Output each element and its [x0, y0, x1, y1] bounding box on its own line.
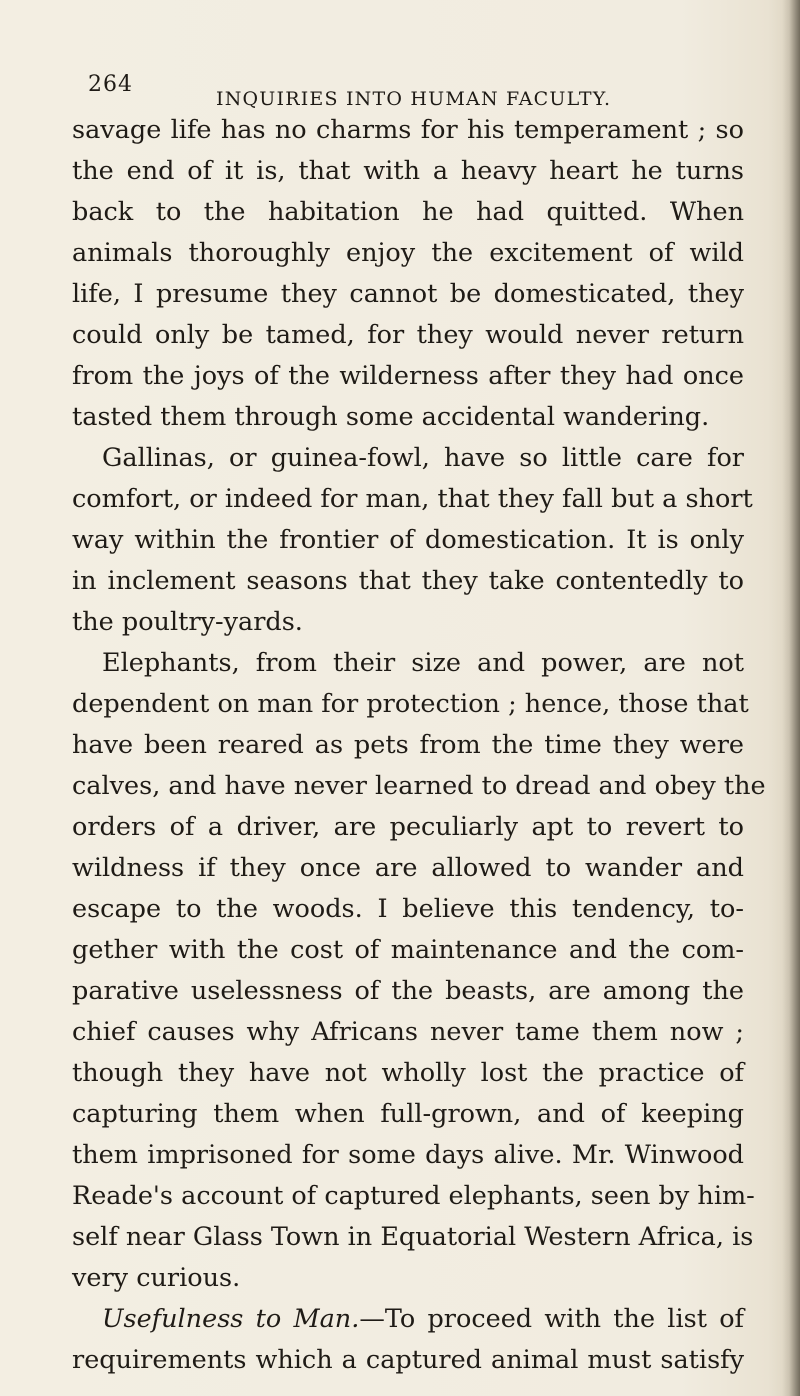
text-line: very curious. [72, 1263, 241, 1293]
text-line: Elephants, from their size and power, are not [102, 648, 744, 678]
running-head: INQUIRIES INTO HUMAN FACULTY. [216, 88, 612, 110]
text-line: self near Glass Town in Equatorial Western Africa, is [72, 1222, 754, 1252]
text-line: savage life has no charms for his temperament ; so [72, 115, 744, 145]
text-line: them imprisoned for some days alive. Mr. Winwood [72, 1140, 744, 1170]
text-line: way within the frontier of domestication. It is only [72, 525, 744, 555]
text-line: the end of it is, that with a heavy heart he turns [72, 156, 744, 186]
text-line: in inclement seasons that they take contentedly to [72, 566, 744, 596]
text-line: gether with the cost of maintenance and the com- [72, 935, 744, 965]
text-line: dependent on man for protection ; hence, those that [72, 689, 749, 719]
text-line: have been reared as pets from the time they were [72, 730, 744, 760]
text-line: comfort, or indeed for man, that they fall but a short [72, 484, 753, 514]
section-first-line [72, 1299, 744, 1340]
page-number: 264 [88, 72, 133, 97]
text-line: parative uselessness of the beasts, are among the [72, 976, 744, 1006]
text-line: animals thoroughly enjoy the excitement of wild [72, 238, 744, 268]
text-line: the poultry-yards. [72, 607, 303, 637]
text-line: Reade's account of captured elephants, seen by him- [72, 1181, 755, 1211]
section-first-line-text: —To proceed with the list of [359, 1304, 744, 1334]
text-line: tasted them through some accidental wandering. [72, 402, 710, 432]
section-heading: Usefulness to Man. [102, 1304, 360, 1334]
text-line: from the joys of the wilderness after they had once [72, 361, 744, 391]
text-line: requirements which a captured animal must satisfy [72, 1345, 744, 1375]
text-line: could only be tamed, for they would never return [72, 320, 744, 350]
text-line: Gallinas, or guinea-fowl, have so little care for [102, 443, 744, 473]
text-line: orders of a driver, are peculiarly apt to revert to [72, 812, 744, 842]
text-line: though they have not wholly lost the practice of [72, 1058, 744, 1088]
text-line: wildness if they once are allowed to wander and [72, 853, 744, 883]
page-edge-shadow [782, 0, 800, 1396]
text-line: calves, and have never learned to dread and obey the [72, 771, 766, 801]
text-line: chief causes why Africans never tame them now ; [72, 1017, 744, 1047]
body-text [72, 110, 766, 1381]
text-line: back to the habitation he had quitted. When [72, 197, 744, 227]
text-line: capturing them when full-grown, and of keeping [72, 1099, 744, 1129]
text-line: life, I presume they cannot be domesticated, they [72, 279, 744, 309]
page-header [66, 70, 706, 110]
text-line: escape to the woods. I believe this tendency, to- [72, 894, 744, 924]
